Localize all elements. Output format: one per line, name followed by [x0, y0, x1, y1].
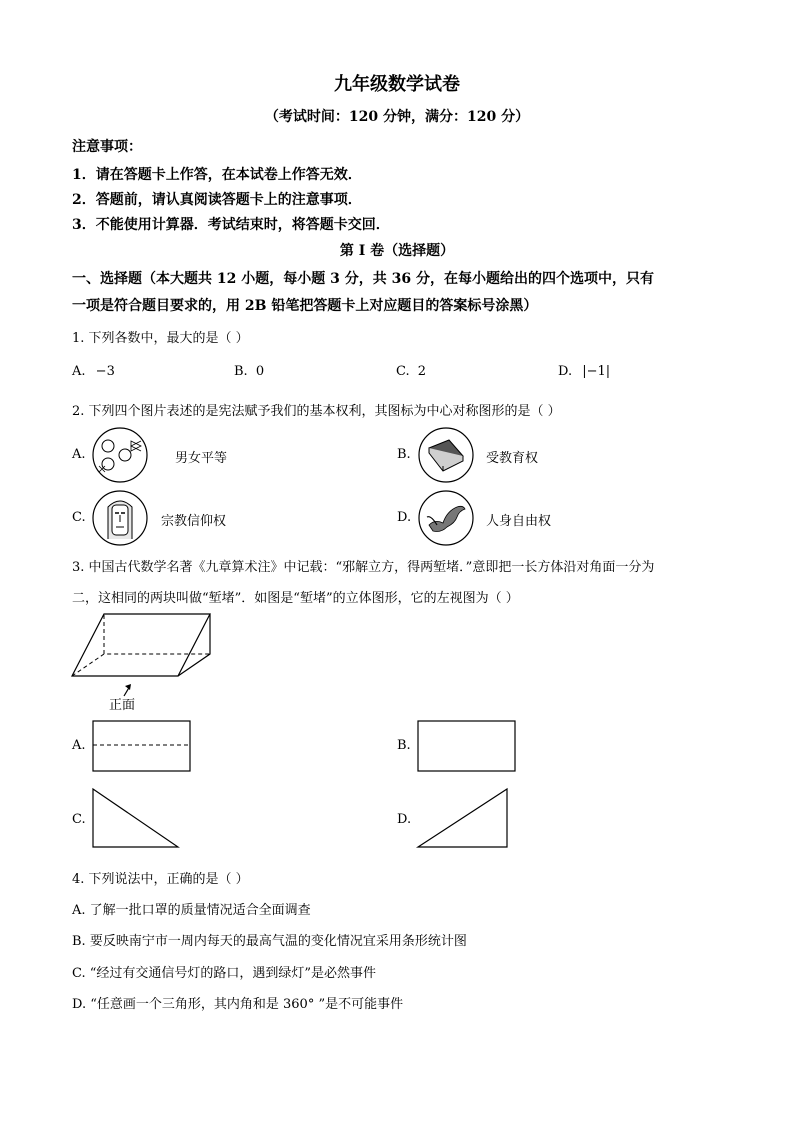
q3-option-a-label: A. [72, 738, 86, 753]
bird-hand-icon [417, 489, 475, 547]
q2-option-a-caption: 男女平等 [175, 451, 228, 466]
note-item-1: 1．请在答题卡上作答，在本试卷上作答无效． [72, 167, 362, 183]
exam-subtitle: （考试时间：120 分钟，满分：120 分） [264, 109, 530, 125]
q4-option-b: B. 要反映南宁市一周内每天的最高气温的变化情况宜采用条形统计图 [72, 934, 467, 949]
q2-option-a-label: A. [72, 447, 86, 462]
qiandu-solid-figure [70, 610, 220, 700]
section-instructions-line1: 一、选择题（本大题共 12 小题，每小题 3 分，共 36 分，在每小题给出的四个选项中，只有 [72, 271, 654, 287]
q2-option-d-label: D. [397, 510, 412, 525]
q2-option-c-label: C. [72, 510, 86, 525]
q1-option-b [234, 364, 264, 379]
option-text: 2 [417, 364, 427, 379]
front-view-label: 正面 [109, 698, 136, 713]
q3-option-b-label: B. [397, 738, 411, 753]
section-instructions-line2: 一项是符合题目要求的，用 2B 铅笔把答题卡上对应题目的答案标号涂黑） [72, 298, 538, 314]
note-item-2: 2．答题前，请认真阅读答题卡上的注意事项． [72, 192, 362, 208]
q2-option-b-caption: 受教育权 [486, 451, 539, 466]
q2-option-c-caption: 宗教信仰权 [161, 514, 227, 529]
option-text: 0 [255, 364, 265, 379]
q2-option-b-label: B. [397, 447, 411, 462]
book-icon [417, 426, 475, 484]
q3-option-d-figure [417, 788, 512, 850]
option-label: A. [72, 364, 86, 379]
q3-option-b-figure [417, 720, 517, 774]
volume-title: 第 Ⅰ 卷（选择题） [339, 243, 455, 259]
q3-option-d-label: D. [397, 812, 412, 827]
q1-option-a [72, 364, 115, 379]
q3-option-c-figure [92, 788, 182, 850]
q1-stem: 1. 下列各数中，最大的是（ ） [72, 331, 249, 346]
q4-option-a: A. 了解一批口罩的质量情况适合全面调查 [72, 903, 311, 918]
option-text: |−1| [582, 364, 611, 379]
notes-heading: 注意事项： [72, 139, 142, 155]
q2-stem: 2. 下列四个图片表述的是宪法赋予我们的基本权利，其图标为中心对称图形的是（ ） [72, 404, 561, 419]
exam-title: 九年级数学试卷 [334, 74, 460, 95]
q1-option-c [396, 364, 426, 379]
q2-option-d-caption: 人身自由权 [486, 514, 552, 529]
q4-option-c: C. “经过有交通信号灯的路口，遇到绿灯”是必然事件 [72, 966, 377, 981]
option-label: B. [234, 364, 248, 379]
q3-option-c-label: C. [72, 812, 86, 827]
note-item-3: 3．不能使用计算器．考试结束时，将答题卡交回． [72, 217, 390, 233]
q3-stem-line2: 二，这相同的两块叫做“堑堵”．如图是“堑堵”的立体图形，它的左视图为（ ） [72, 591, 519, 606]
q3-stem-line1: 3. 中国古代数学名著《九章算术注》中记载：“邪解立方，得两堑堵．”意即把一长方体沿对角面一分为 [72, 560, 655, 575]
option-label: D. [558, 364, 573, 379]
q3-option-a-figure [92, 720, 192, 774]
q4-stem: 4. 下列说法中，正确的是（ ） [72, 872, 249, 887]
option-label: C. [396, 364, 410, 379]
gender-equality-icon [91, 426, 149, 484]
q4-option-d: D. “任意画一个三角形，其内角和是 360° ”是不可能事件 [72, 997, 404, 1012]
religious-statue-icon [91, 489, 149, 547]
option-text: −3 [95, 364, 115, 379]
q1-option-d [558, 364, 610, 379]
